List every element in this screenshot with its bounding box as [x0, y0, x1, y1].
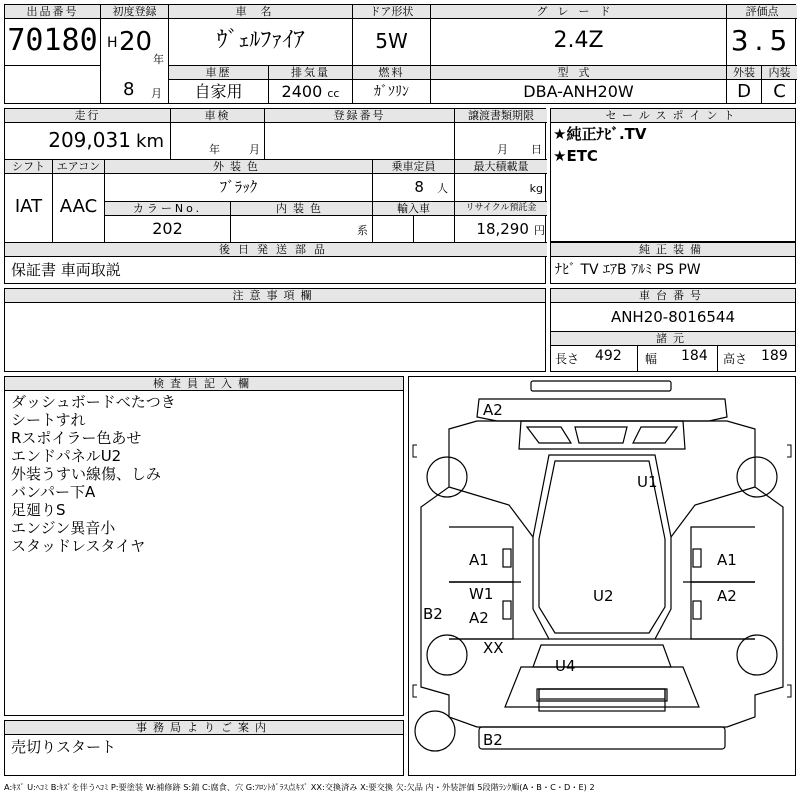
recycle-line — [455, 216, 547, 242]
width-label: 幅 — [645, 352, 658, 366]
color-value: ﾌﾞﾗｯｸ — [219, 178, 258, 196]
height-label: 高さ — [723, 352, 748, 366]
inspector-line: Rスポイラー色あせ — [11, 429, 142, 447]
front-bumper — [479, 727, 725, 749]
left-handle — [503, 601, 511, 619]
notes-header: 注意事項欄 — [5, 289, 545, 303]
spoiler-outline — [531, 381, 671, 391]
front-lower-strip — [539, 689, 665, 699]
color-cell — [105, 159, 373, 201]
grade-header: グレード — [431, 5, 726, 19]
ac-cell — [53, 159, 105, 242]
recycle-cell — [455, 201, 547, 242]
history-header: 車歴 — [169, 66, 268, 80]
recycle-value: 18,290 — [476, 220, 529, 238]
mirror-left — [503, 549, 511, 567]
chassis-header: 車台番号 — [551, 289, 795, 303]
mark-left-a2: A2 — [469, 609, 489, 627]
wheel-front-right — [737, 635, 777, 675]
wheel-rear-right — [737, 457, 777, 497]
length-value: 492 — [595, 348, 622, 364]
mark-u2: U2 — [593, 587, 614, 605]
exterior-header: 外装 — [727, 66, 761, 80]
reg-month: 8 — [123, 79, 135, 100]
wheel-front-left — [427, 635, 467, 675]
door-cell — [353, 5, 431, 65]
mark-b2-left: B2 — [423, 605, 443, 623]
capacity-unit: 人 — [437, 182, 448, 195]
rear-window-detail — [527, 427, 677, 443]
door-header: ドア形状 — [353, 5, 430, 19]
genuine-equipment-block — [550, 242, 796, 284]
import-header: 輸入車 — [373, 202, 454, 216]
interior-grade: C — [773, 81, 786, 102]
spec-divider-2 — [717, 346, 718, 372]
notes-block — [4, 288, 546, 372]
displacement-header: 排気量 — [269, 66, 352, 80]
mileage-cell — [5, 109, 171, 159]
inspection-month-unit: 月 — [249, 143, 260, 156]
top-info-block — [4, 4, 796, 104]
inspection-cell — [171, 109, 265, 159]
wheel-rear-left — [427, 457, 467, 497]
exterior-grade: D — [737, 81, 751, 102]
windshield — [533, 645, 671, 667]
shift-cell — [5, 159, 53, 242]
model-value: DBA-ANH20W — [523, 82, 634, 101]
office-header: 事務局よりご案内 — [5, 721, 403, 735]
inspector-line: ダッシュボードべたつき — [11, 393, 176, 411]
height-value: 189 — [761, 348, 788, 364]
inspector-line: シートすれ — [11, 411, 86, 429]
displacement-line — [269, 80, 352, 104]
mark-xx: XX — [483, 639, 504, 657]
inspector-line: スタッドレスタイヤ — [11, 537, 146, 555]
score-cell — [727, 5, 797, 65]
mileage-header: 走行 — [5, 109, 170, 123]
car-name-cell — [169, 5, 353, 65]
car-name: ｳﾞｪﾙﾌｧｲｱ — [216, 28, 305, 53]
displacement-cell — [269, 65, 353, 104]
spare-tire — [415, 711, 455, 751]
displacement-unit: cc — [327, 87, 340, 100]
body-outline — [421, 421, 783, 727]
bracket-right-1 — [787, 445, 791, 457]
office-block — [4, 720, 404, 776]
sales-point-block — [550, 108, 796, 242]
year-unit: 年 — [153, 53, 164, 66]
car-diagram — [408, 376, 796, 776]
lot-number: 70180 — [7, 23, 98, 58]
mark-right-a1: A1 — [717, 551, 737, 569]
mileage-value: 209,031 — [48, 128, 131, 152]
exterior-grade-cell — [727, 65, 762, 104]
inspector-lines — [5, 391, 403, 557]
spec-divider-1 — [637, 346, 638, 372]
fuel-header: 燃料 — [353, 66, 430, 80]
capacity-header: 乗車定員 — [373, 160, 454, 174]
fuel-value: ｶﾞｿﾘﾝ — [374, 84, 409, 100]
detail-block — [4, 108, 546, 284]
interior-color-header: 内装色 — [231, 202, 372, 216]
inspector-line: エンドパネルU2 — [11, 447, 122, 465]
recycle-header: リサイクル預託金 — [455, 202, 547, 216]
later-parts-value: 保証書 車両取説 — [11, 261, 121, 279]
mileage-unit: km — [136, 131, 164, 152]
transfer-month-unit: 月 — [497, 143, 508, 156]
load-header: 最大積載量 — [455, 160, 547, 174]
ac-header: エアコン — [53, 160, 104, 174]
capacity-cell — [373, 159, 455, 201]
bracket-left-1 — [413, 445, 417, 457]
month-unit: 月 — [151, 87, 162, 100]
grade-cell — [431, 5, 727, 65]
shift-value: IAT — [14, 196, 43, 217]
bracket-left-2 — [413, 685, 417, 697]
grade-value: 2.4Z — [553, 28, 604, 53]
interior-color-unit: 系 — [357, 224, 368, 237]
color-no-header: カラーNo. — [105, 202, 230, 216]
rear-glass — [519, 421, 685, 449]
chassis-number: ANH20-8016544 — [610, 308, 736, 326]
mark-top-a2: A2 — [483, 401, 503, 419]
bracket-right-2 — [787, 685, 791, 697]
era-letter: H — [107, 35, 118, 51]
car-diagram-svg — [409, 377, 795, 775]
interior-grade-cell — [762, 65, 797, 104]
transfer-cell — [455, 109, 547, 159]
recycle-unit: 円 — [534, 224, 545, 237]
import-cell — [373, 201, 455, 242]
sales-header: セールスポイント — [551, 109, 795, 123]
genuine-header: 純正装備 — [551, 242, 795, 257]
first-reg-header: 初度登録 — [101, 5, 168, 19]
first-reg-cell — [101, 5, 169, 104]
color-no-value: 202 — [152, 219, 183, 238]
front-plate — [539, 689, 665, 711]
genuine-items: ﾅﾋﾞ TV ｴｱB ｱﾙﾐ PS PW — [555, 262, 701, 278]
mark-u1: U1 — [637, 473, 658, 491]
footer-legend: A:ｷｽﾞ U:ﾍｺﾐ B:ｷｽﾞを伴うﾍｺﾐ P:要塗装 W:補修跡 S:錆 C:腐食、穴 G:ﾌﾛﾝﾄｶﾞﾗｽ点ｷｽﾞ XX:交換済み X:要交換 欠:欠品 内・外装評価 5段階ﾗﾝｸ順(A・B・C・D・E) 2 — [4, 782, 595, 792]
mark-right-a2: A2 — [717, 587, 737, 605]
history-cell — [169, 65, 269, 104]
chassis-block — [550, 288, 796, 372]
color-header: 外装色 — [105, 160, 372, 174]
lot-blank — [5, 65, 101, 104]
shift-header: シフト — [5, 160, 52, 174]
office-text: 売切りスタート — [11, 738, 117, 756]
registration-cell — [265, 109, 455, 159]
import-divider — [413, 216, 414, 242]
model-header: 型式 — [431, 66, 726, 80]
interior-color-cell — [231, 201, 373, 242]
history-value: 自家用 — [194, 82, 243, 101]
mark-b2-bottom: B2 — [483, 731, 503, 749]
registration-header: 登録番号 — [265, 109, 454, 123]
capacity-value: 8 — [414, 178, 424, 196]
inspection-year-unit: 年 — [209, 143, 220, 156]
width-value: 184 — [681, 348, 708, 364]
capacity-line — [373, 174, 454, 201]
sales-point-1: ★純正ﾅﾋﾞ.TV — [553, 125, 647, 143]
lot-header: 出品番号 — [5, 5, 100, 19]
spec-header: 諸元 — [551, 331, 795, 346]
displacement-value: 2400 — [281, 82, 323, 101]
later-parts-header: 後日発送部品 — [5, 243, 547, 257]
inspector-header: 検査員記入欄 — [5, 377, 403, 391]
spec-row — [551, 346, 795, 372]
score-header: 評価点 — [727, 5, 797, 19]
length-label: 長さ — [555, 352, 580, 366]
transfer-day-unit: 日 — [531, 143, 542, 156]
mark-w1: W1 — [469, 585, 494, 603]
reg-year: 20 — [119, 27, 153, 57]
inspector-line: 外装うすい線傷、しみ — [11, 465, 162, 483]
transfer-header: 譲渡書類期限 — [455, 109, 547, 123]
right-handle — [693, 601, 701, 619]
door-type: 5W — [375, 29, 408, 53]
inspector-line: 足廻りS — [11, 501, 66, 519]
later-parts-cell — [5, 242, 547, 284]
inspector-block — [4, 376, 404, 716]
left-side-upper — [449, 487, 533, 537]
car-name-header: 車名 — [169, 5, 352, 19]
inspection-header: 車検 — [171, 109, 264, 123]
score-value: 3.5 — [730, 24, 794, 57]
mark-left-a1: A1 — [469, 551, 489, 569]
load-unit: kg — [529, 182, 543, 195]
mirror-right — [693, 549, 701, 567]
model-cell — [431, 65, 727, 104]
lot-cell — [5, 5, 101, 65]
sales-point-2: ★ETC — [553, 147, 598, 165]
fuel-cell — [353, 65, 431, 104]
load-cell — [455, 159, 547, 201]
right-side-upper — [671, 487, 755, 537]
mileage-line — [5, 123, 170, 159]
rear-bumper — [477, 399, 727, 421]
color-no-cell — [105, 201, 231, 242]
interior-header: 内装 — [762, 66, 797, 80]
mark-u4: U4 — [555, 657, 576, 675]
ac-value: AAC — [59, 196, 98, 217]
inspector-line: バンパー下A — [11, 483, 96, 501]
inspector-line: エンジン異音小 — [11, 519, 116, 537]
